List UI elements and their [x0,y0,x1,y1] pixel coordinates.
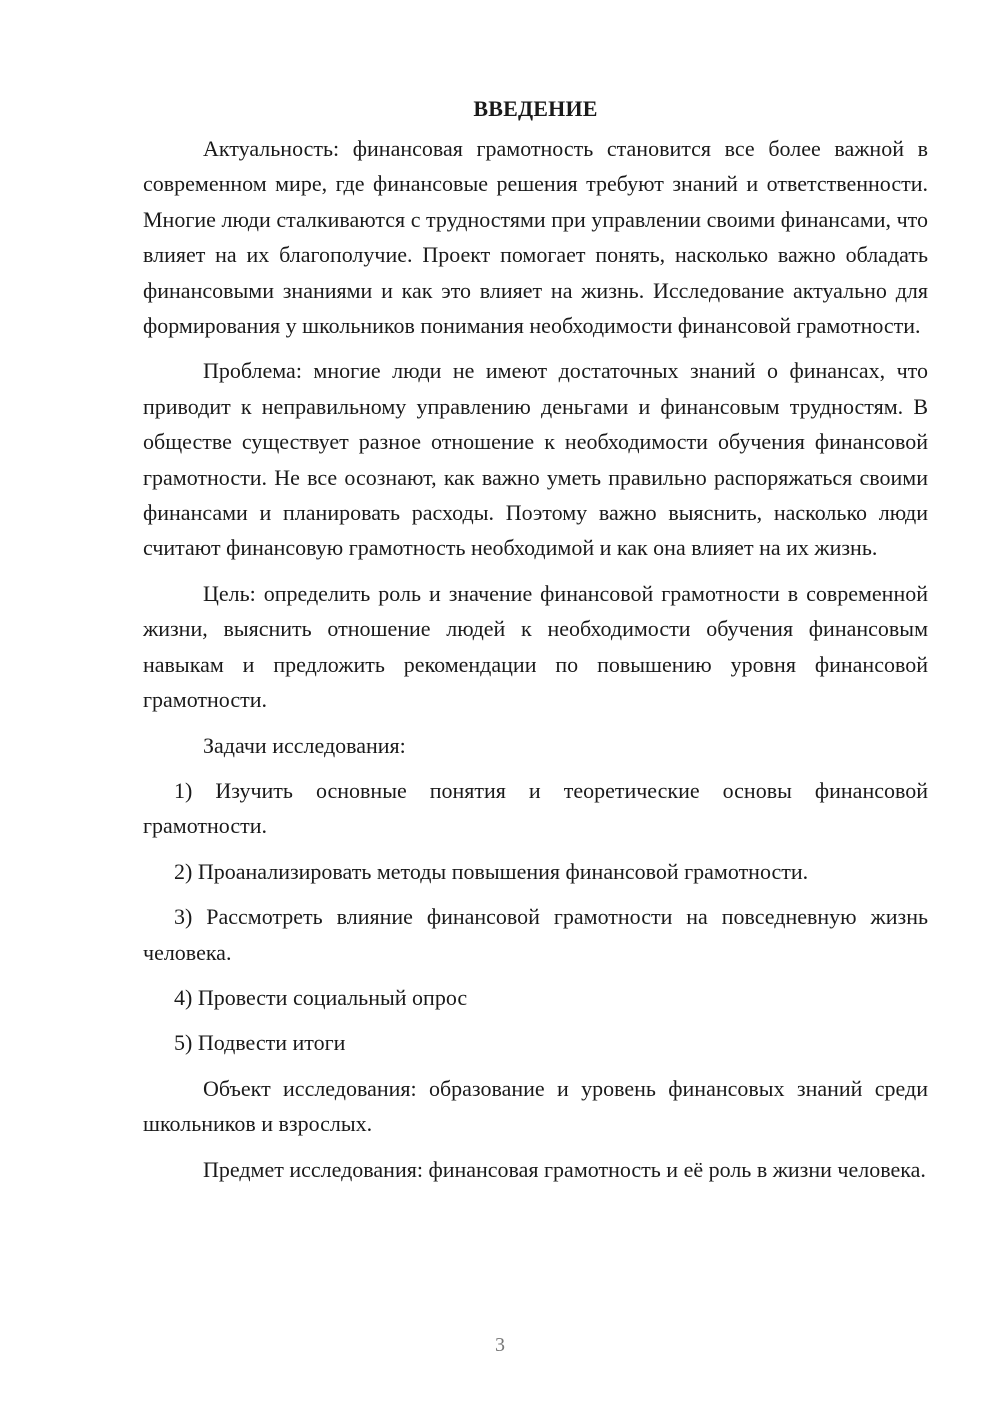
tasks-title: Задачи исследования: [203,732,406,758]
task-item-2: 2) Проанализировать методы повышения финансовой грамотности. [174,858,809,884]
task-item-5: 5) Подвести итоги [174,1030,346,1056]
task-item-4: 4) Провести социальный опрос [174,984,468,1010]
goal-paragraph: Цель: определить роль и значение финансовой грамотности в современной жизни, выяснить отношение людей к необходимости обучения финансовым навыкам и предложить рекомендации по повышению уровня финансовой грамотности. [143,580,928,713]
relevance-paragraph: Актуальность: финансовая грамотность становится все более важной в современном мире, где финансовые решения требуют знаний и ответственности. Многие люди сталкиваются с трудностями при управлении своими финансами, что влияет на их благополучие. Проект помогает понять, насколько важно обладать финансовыми знаниями и как это влияет на жизнь. Исследование актуально для формирования у школьников понимания необходимости финансовой грамотности. [143,136,928,339]
object-paragraph: Объект исследования: образование и уровень финансовых знаний среди школьников и взрослых. [143,1075,928,1137]
document-page [143,93,928,1187]
page-number: 3 [495,1334,505,1356]
task-item-1: 1) Изучить основные понятия и теоретические основы финансовой грамотности. [143,777,928,839]
problem-paragraph: Проблема: многие люди не имеют достаточных знаний о финансах, что приводит к неправильному управлению деньгами и финансовым трудностям. В обществе существует разное отношение к необходимости обучения финансовой грамотности. Не все осознают, как важно уметь правильно распоряжаться своими финансами и планировать расходы. Поэтому важно выяснить, насколько люди считают финансовую грамотность необходимой и как она влияет на их жизнь. [143,358,928,561]
subject-paragraph: Предмет исследования: финансовая грамотность и её роль в жизни человека. [203,1156,926,1182]
task-item-3: 3) Рассмотреть влияние финансовой грамотности на повседневную жизнь человека. [143,904,928,965]
page-title: ВВЕДЕНИЕ [473,96,598,121]
